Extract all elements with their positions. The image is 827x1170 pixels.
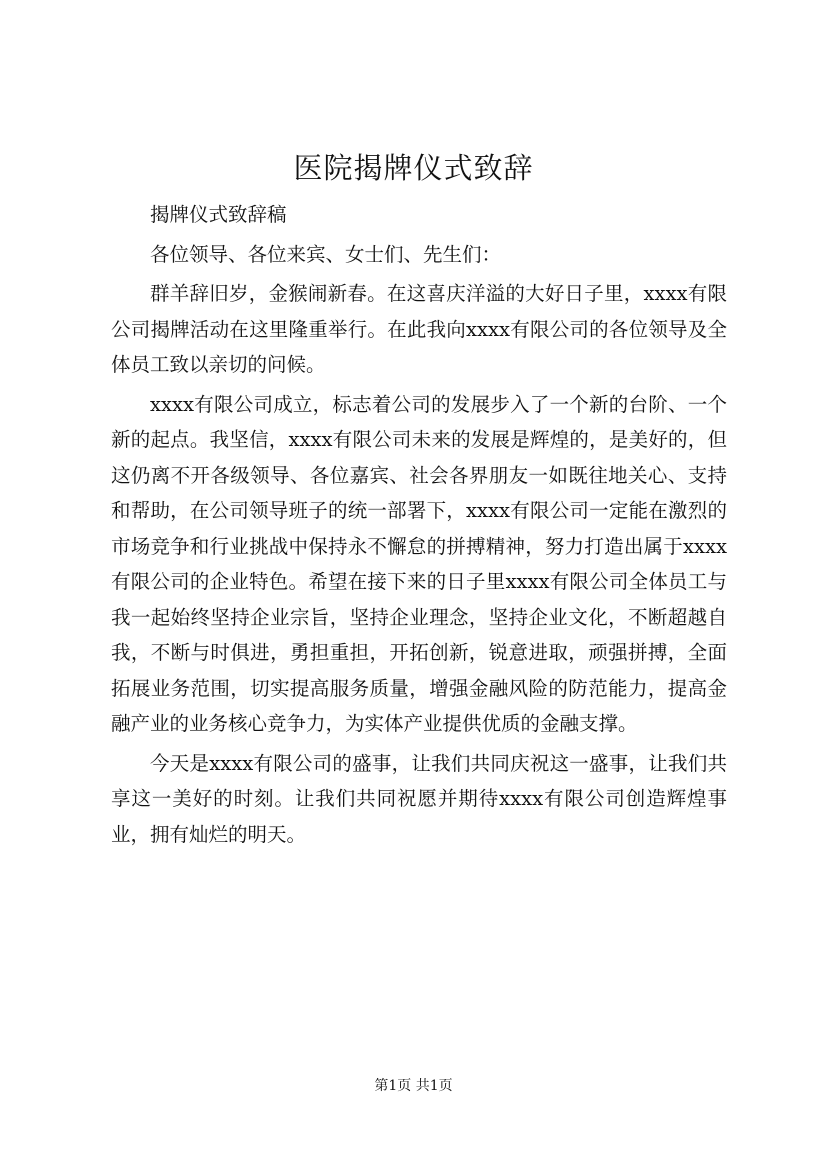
page-footer: 第1页 共1页: [374, 1078, 453, 1094]
document-title: 医院揭牌仪式致辞: [293, 151, 534, 185]
paragraph-main: xxxx有限公司成立，标志着公司的发展步入了一个新的台阶、一个新的起点。我坚信，xxxx有限公司未来的发展是辉煌的，是美好的，但这仍离不开各级领导、各位嘉宾、社会各界朋友一如既往地关心、支持和帮助，在公司领导班子的统一部署下，xxxx有限公司一定能在激烈的市场竞争和行业挑战中保持永不懈怠的拼搏精神，努力打造出属于xxxx有限公司的企业特色。希望在接下来的日子里xxxx有限公司全体员工与我一起始终坚持企业宗旨，坚持企业理念，坚持企业文化，不断超越自我，不断与时俱进，勇担重担，开拓创新，锐意进取，顽强拼搏，全面拓展业务范围，切实提高服务质量，增强金融风险的防范能力，提高金融产业的业务核心竞争力，为实体产业提供优质的金融支撑。: [111, 392, 727, 735]
paragraph-salutation: 各位领导、各位来宾、女士们、先生们：: [150, 242, 502, 266]
document-body: [111, 197, 727, 856]
paragraph-greeting: 群羊辞旧岁，金猴闹新春。在这喜庆洋溢的大好日子里，xxxx有限公司揭牌活动在这里隆重举行。在此我向xxxx有限公司的各位领导及全体员工致以亲切的问候。: [111, 282, 727, 376]
paragraph-closing: 今天是xxxx有限公司的盛事，让我们共同庆祝这一盛事，让我们共享这一美好的时刻。让我们共同祝愿并期待xxxx有限公司创造辉煌事业，拥有灿烂的明天。: [111, 751, 727, 846]
paragraph-heading: 揭牌仪式致辞稿: [150, 203, 287, 226]
